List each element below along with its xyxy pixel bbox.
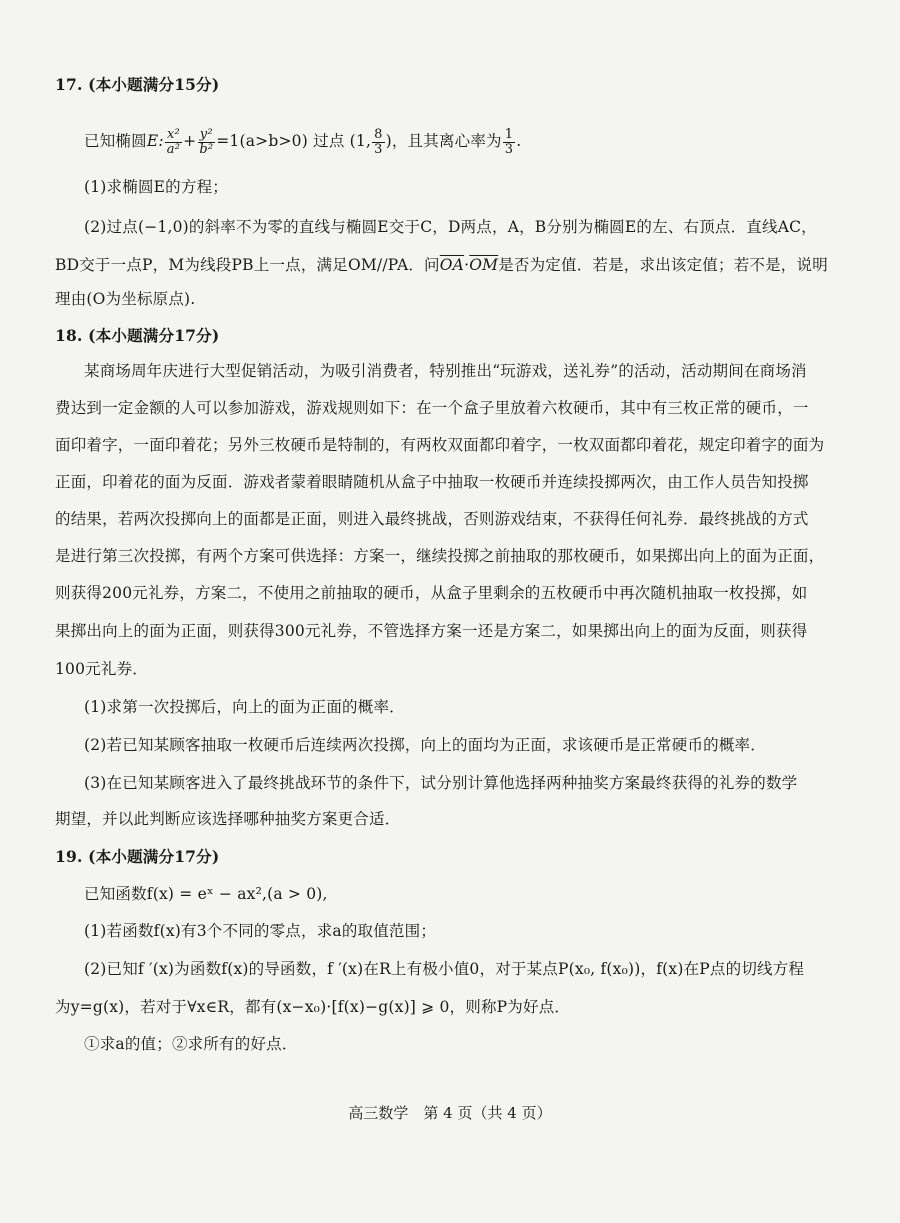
q19-part2-line2: 为y=g(x)，若对于∀x∈R，都有(x−x₀)·[f(x)−g(x)] ⩾ 0，则称P为好点． [55, 998, 571, 1016]
q19-part2-line1: (2)已知f ′(x)为函数f(x)的导函数，f ′(x)在R上有极小值0，对于某点P(x₀, f(x₀))，f(x)在P点的切线方程 [84, 960, 805, 978]
q17-eq-rest: =1(a>b>0) 过点 (1, [216, 132, 372, 150]
frac-num: y² [199, 126, 213, 142]
q17-part2-line2: BD交于一点P，M为线段PB上一点，满足OM//PA．问$\overline{OA}\cdot\overline{OM}$是否为定值．若是，求出该定值；若不是，说明 [55, 256, 828, 274]
q17-part2-line2a: BD交于一点P，M为线段PB上一点，满足OM//PA．问 [55, 256, 440, 274]
q18-text-line: 某商场周年庆进行大型促销活动，为吸引消费者，特别推出“玩游戏，送礼券”的活动，活动期间在商场消 [84, 362, 807, 380]
q19-part1: (1)若函数f(x)有3个不同的零点，求a的取值范围； [84, 922, 437, 940]
q18-text-line: 是进行第三次投掷，有两个方案可供选择：方案一，继续投掷之前抽取的那枚硬币，如果掷出向上的面为正面， [55, 547, 825, 565]
vector-oa: $\overline{OA}$ [439, 256, 465, 274]
q17-header: 17. (本小题满分15分) [55, 75, 220, 94]
page-footer: 高三数学 第 4 页（共 4 页） [348, 1104, 552, 1122]
q17-part1: (1)求椭圆E的方程； [84, 178, 228, 196]
q18-header: 18. (本小题满分17分) [55, 326, 220, 345]
q17-part2-line3: 理由(O为坐标原点). [55, 290, 196, 308]
q17-part2-line1: (2)过点(−1,0)的斜率不为零的直线与椭圆E交于C，D两点，A，B分别为椭圆E的左、右顶点．直线AC， [84, 218, 817, 236]
q17-given: 已知椭圆E: $\frac{\text{x²}}{\text{a²}}$ + $\frac{\text{y²}}{\text{b²}}$ =1(a>b>0) 过点 (1, $\frac{8}{3}$ )，且其离心率为 $\frac{1}{3}$ . [84, 126, 522, 157]
q18-text-line: 100元礼券． [55, 660, 148, 678]
q18-text-line: 正面，印着花的面为反面．游戏者蒙着眼睛随机从盒子中抽取一枚硬币并连续投掷两次，由工作人员告知投掷 [55, 473, 809, 491]
frac-x2-a2 [165, 128, 182, 157]
q17-part2-line2b: 是否为定值．若是，求出该定值；若不是，说明 [498, 256, 828, 274]
frac-den: b² [199, 141, 214, 157]
frac-den: 3 [504, 141, 514, 157]
frac-den: 3 [374, 141, 383, 157]
vector-om: $\overline{OM}$ [469, 256, 499, 274]
q19-part2-line3: ①求a的值；②求所有的好点． [84, 1035, 298, 1053]
frac-num: x² [166, 126, 180, 142]
frac-den: a² [166, 141, 181, 157]
q18-part2: (2)若已知某顾客抽取一枚硬币后连续两次投掷，向上的面均为正面，求该硬币是正常硬币的概率． [84, 736, 766, 754]
q17-eq-e: E: [146, 132, 164, 150]
frac-num: 8 [374, 126, 383, 142]
q17-eq-tail: )，且其离心率为 [385, 132, 502, 150]
q18-text-line: 的结果，若两次投掷向上的面都是正面，则进入最终挑战，否则游戏结束，不获得任何礼券．最终挑战的方式 [55, 510, 809, 528]
frac-y2-b2 [197, 128, 215, 157]
q17-intro: 已知椭圆 [84, 132, 147, 150]
frac-8-3 [372, 128, 384, 157]
q18-part3-line2: 期望，并以此判断应该选择哪种抽奖方案更合适． [55, 810, 401, 828]
q18-part3-line1: (3)在已知某顾客进入了最终挑战环节的条件下，试分别计算他选择两种抽奖方案最终获得的礼券的数学 [84, 774, 798, 792]
q19-given: 已知函数f(x) = eˣ − ax²,(a > 0), [84, 885, 328, 903]
q18-text-line: 费达到一定金额的人可以参加游戏，游戏规则如下：在一个盒子里放着六枚硬币，其中有三枚正常的硬币，一 [55, 399, 809, 417]
q18-text-line: 则获得200元礼券，方案二，不使用之前抽取的硬币，从盒子里剩余的五枚硬币中再次随机抽取一枚投掷，如 [55, 584, 808, 602]
q18-part1: (1)求第一次投掷后，向上的面为正面的概率． [84, 698, 405, 716]
frac-1-3 [503, 128, 515, 157]
q18-text-line: 面印着字，一面印着花；另外三枚硬币是特制的，有两枚双面都印着字，一枚双面都印着花，规定印着字的面为 [55, 436, 825, 454]
q19-header: 19. (本小题满分17分) [55, 847, 220, 866]
frac-num: 1 [504, 126, 514, 142]
q18-text-line: 果掷出向上的面为正面，则获得300元礼券，不管选择方案一还是方案二，如果掷出向上的面为反面，则获得 [55, 622, 808, 640]
